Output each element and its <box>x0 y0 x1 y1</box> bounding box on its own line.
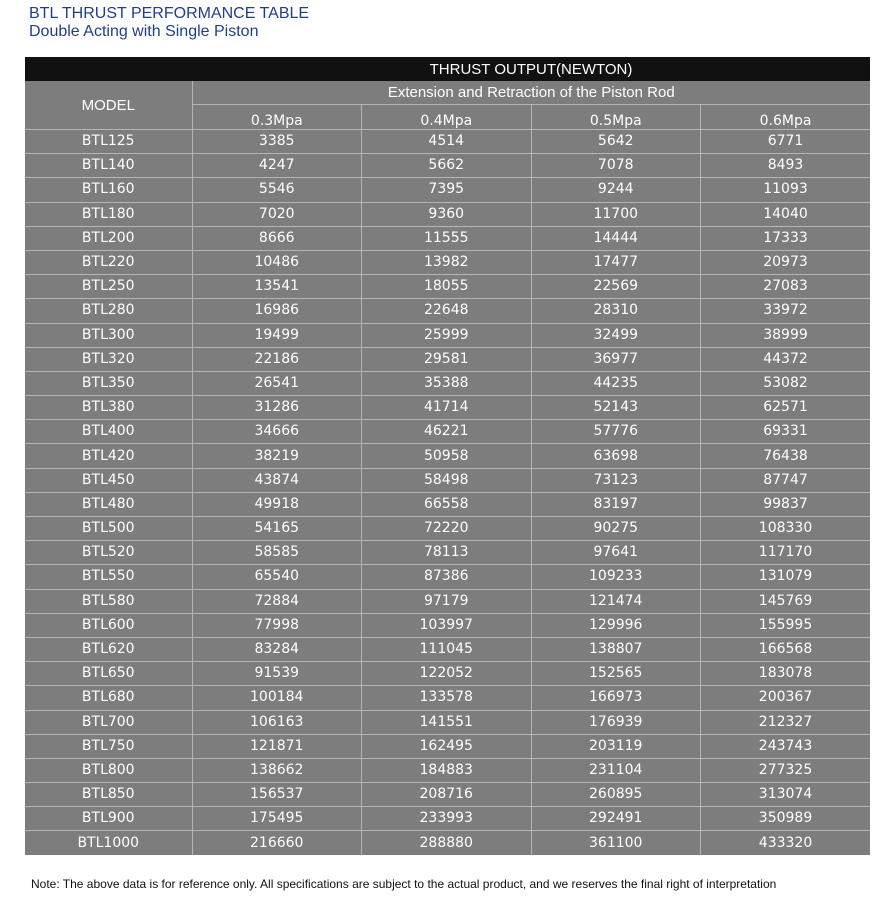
thrust-value-cell: 58498 <box>362 468 532 492</box>
thrust-value-cell: 233993 <box>362 807 532 831</box>
thrust-value-cell: 57776 <box>531 420 701 444</box>
thrust-value-cell: 13541 <box>192 275 362 299</box>
thrust-value-cell: 36977 <box>531 347 701 371</box>
model-cell: BTL300 <box>25 323 192 347</box>
model-cell: BTL800 <box>25 758 192 782</box>
thrust-value-cell: 231104 <box>531 758 701 782</box>
thrust-table-container <box>25 57 870 855</box>
thrust-value-cell: 5662 <box>362 154 532 178</box>
thrust-value-cell: 46221 <box>362 420 532 444</box>
table-row <box>25 396 870 420</box>
thrust-value-cell: 53082 <box>701 371 871 395</box>
model-cell: BTL220 <box>25 250 192 274</box>
thrust-value-cell: 17477 <box>531 250 701 274</box>
thrust-value-cell: 166973 <box>531 686 701 710</box>
table-row <box>25 420 870 444</box>
thrust-value-cell: 350989 <box>701 807 871 831</box>
model-cell: BTL350 <box>25 371 192 395</box>
thrust-value-cell: 97641 <box>531 541 701 565</box>
thrust-value-cell: 131079 <box>701 565 871 589</box>
model-cell: BTL680 <box>25 686 192 710</box>
model-cell: BTL450 <box>25 468 192 492</box>
model-cell: BTL850 <box>25 783 192 807</box>
pressure-column-header: 0.3Mpa <box>192 105 362 130</box>
thrust-value-cell: 4514 <box>362 130 532 154</box>
thrust-value-cell: 10486 <box>192 250 362 274</box>
table-row <box>25 299 870 323</box>
table-body <box>25 130 870 855</box>
table-row <box>25 565 870 589</box>
thrust-value-cell: 50958 <box>362 444 532 468</box>
model-cell: BTL180 <box>25 202 192 226</box>
table-band-row <box>25 57 870 81</box>
table-row <box>25 202 870 226</box>
thrust-value-cell: 35388 <box>362 371 532 395</box>
pressure-column-header: 0.4Mpa <box>362 105 532 130</box>
thrust-output-heading: THRUST OUTPUT(NEWTON) <box>192 57 870 81</box>
thrust-value-cell: 44235 <box>531 371 701 395</box>
thrust-value-cell: 433320 <box>758 834 813 851</box>
footer-note: Note: The above data is for reference only. All specifications are subject to the actual product, and we reserves the final right of interpretation <box>31 877 777 891</box>
pressure-column-header: 0.5Mpa <box>531 105 701 130</box>
table-row <box>25 686 870 710</box>
thrust-value-cell: 11555 <box>362 226 532 250</box>
thrust-value-cell: 27083 <box>701 275 871 299</box>
model-cell: BTL250 <box>25 275 192 299</box>
thrust-value-cell: 156537 <box>192 783 362 807</box>
thrust-value-cell: 26541 <box>192 371 362 395</box>
thrust-value-cell: 212327 <box>701 710 871 734</box>
model-column-header: MODEL <box>25 81 192 130</box>
thrust-value-cell: 106163 <box>192 710 362 734</box>
thrust-value-cell: 138662 <box>192 758 362 782</box>
model-cell: BTL520 <box>25 541 192 565</box>
thrust-value-cell: 129996 <box>531 613 701 637</box>
thrust-value-cell: 9244 <box>531 178 701 202</box>
thrust-value-cell: 33972 <box>701 299 871 323</box>
model-cell: BTL600 <box>25 613 192 637</box>
table-row <box>25 371 870 395</box>
thrust-value-cell: 176939 <box>531 710 701 734</box>
table-row <box>25 226 870 250</box>
thrust-value-cell: 20973 <box>701 250 871 274</box>
table-row <box>25 323 870 347</box>
thrust-value-cell: 38219 <box>192 444 362 468</box>
thrust-value-cell: 44372 <box>701 347 871 371</box>
thrust-value-cell: 19499 <box>192 323 362 347</box>
thrust-value-cell: 22648 <box>362 299 532 323</box>
table-group-row <box>25 81 870 105</box>
model-cell: BTL500 <box>25 517 192 541</box>
model-cell: BTL280 <box>25 299 192 323</box>
thrust-value-cell: 87386 <box>362 565 532 589</box>
thrust-value-cell: 78113 <box>362 541 532 565</box>
thrust-value-cell: 292491 <box>531 807 701 831</box>
thrust-value-cell: 5642 <box>531 130 701 154</box>
thrust-value-cell: 87747 <box>701 468 871 492</box>
thrust-value-cell: 28310 <box>531 299 701 323</box>
table-row <box>25 347 870 371</box>
model-cell: BTL700 <box>25 710 192 734</box>
thrust-value-cell: 361100 <box>531 831 701 855</box>
thrust-value-cell: 184883 <box>362 758 532 782</box>
thrust-value-cell: 22569 <box>531 275 701 299</box>
thrust-value-cell: 29581 <box>362 347 532 371</box>
thrust-value-cell: 22186 <box>192 347 362 371</box>
thrust-value-cell: 208716 <box>362 783 532 807</box>
table-row <box>25 758 870 782</box>
thrust-value-cell: 13982 <box>362 250 532 274</box>
model-cell: BTL380 <box>25 396 192 420</box>
thrust-value-cell: 152565 <box>531 662 701 686</box>
page-subtitle: Double Acting with Single Piston <box>29 23 259 40</box>
thrust-value-cell: 14444 <box>531 226 701 250</box>
table-row <box>25 662 870 686</box>
thrust-value-cell: 200367 <box>701 686 871 710</box>
table-row <box>25 275 870 299</box>
model-cell: BTL550 <box>25 565 192 589</box>
model-cell: BTL480 <box>25 492 192 516</box>
table-row <box>25 517 870 541</box>
thrust-value-cell: 277325 <box>701 758 871 782</box>
thrust-value-cell: 69331 <box>701 420 871 444</box>
thrust-value-cell: 203119 <box>531 734 701 758</box>
thrust-value-cell: 8493 <box>701 154 871 178</box>
thrust-value-cell: 7020 <box>192 202 362 226</box>
thrust-value-cell: 72220 <box>362 517 532 541</box>
thrust-value-cell: 313074 <box>701 783 871 807</box>
table-row <box>25 154 870 178</box>
thrust-value-cell: 100184 <box>192 686 362 710</box>
thrust-value-cell: 175495 <box>192 807 362 831</box>
thrust-value-cell: 77998 <box>192 613 362 637</box>
model-cell: BTL200 <box>25 226 192 250</box>
thrust-value-cell: 52143 <box>531 396 701 420</box>
thrust-value-cell: 34666 <box>192 420 362 444</box>
thrust-value-cell: 91539 <box>192 662 362 686</box>
thrust-value-cell: 183078 <box>701 662 871 686</box>
thrust-value-cell: 162495 <box>362 734 532 758</box>
table-row <box>25 831 870 855</box>
thrust-value-cell: 62571 <box>701 396 871 420</box>
thrust-value-cell: 11093 <box>701 178 871 202</box>
thrust-value-cell: 83284 <box>192 637 362 661</box>
thrust-value-cell: 38999 <box>701 323 871 347</box>
thrust-value-cell: 111045 <box>362 637 532 661</box>
thrust-value-cell: 166568 <box>701 637 871 661</box>
model-cell: BTL1000 <box>25 831 192 855</box>
thrust-value-cell: 7395 <box>362 178 532 202</box>
thrust-value-cell: 11700 <box>531 202 701 226</box>
thrust-value-cell: 117170 <box>701 541 871 565</box>
thrust-value-cell: 63698 <box>531 444 701 468</box>
thrust-value-cell: 49918 <box>192 492 362 516</box>
table-row <box>25 637 870 661</box>
table-row <box>25 807 870 831</box>
thrust-value-cell: 32499 <box>531 323 701 347</box>
thrust-value-cell: 18055 <box>362 275 532 299</box>
table-row <box>25 734 870 758</box>
model-cell: BTL140 <box>25 154 192 178</box>
thrust-value-cell: 25999 <box>362 323 532 347</box>
thrust-value-cell: 31286 <box>192 396 362 420</box>
model-cell: BTL580 <box>25 589 192 613</box>
thrust-value-cell: 97179 <box>362 589 532 613</box>
thrust-performance-table <box>25 57 870 855</box>
thrust-value-cell: 109233 <box>531 565 701 589</box>
model-cell: BTL650 <box>25 662 192 686</box>
thrust-value-cell: 76438 <box>701 444 871 468</box>
pressure-column-header: 0.6Mpa <box>701 105 871 130</box>
thrust-value-cell: 17333 <box>701 226 871 250</box>
thrust-value-cell: 16986 <box>192 299 362 323</box>
table-row <box>25 541 870 565</box>
thrust-value-cell: 43874 <box>192 468 362 492</box>
table-row <box>25 492 870 516</box>
thrust-value-cell: 138807 <box>531 637 701 661</box>
thrust-value-cell: 243743 <box>701 734 871 758</box>
table-row <box>25 178 870 202</box>
model-cell: BTL320 <box>25 347 192 371</box>
thrust-value-cell: 14040 <box>701 202 871 226</box>
thrust-value-cell: 5546 <box>192 178 362 202</box>
thrust-value-cell: 3385 <box>192 130 362 154</box>
thrust-value-cell: 99837 <box>701 492 871 516</box>
thrust-value-cell: 121871 <box>192 734 362 758</box>
thrust-value-cell: 288880 <box>362 831 532 855</box>
model-cell: BTL420 <box>25 444 192 468</box>
table-row <box>25 613 870 637</box>
thrust-value-cell: 216660 <box>192 831 362 855</box>
model-cell: BTL900 <box>25 807 192 831</box>
thrust-value-cell: 73123 <box>531 468 701 492</box>
model-cell: BTL160 <box>25 178 192 202</box>
thrust-value-cell: 83197 <box>531 492 701 516</box>
model-cell: BTL400 <box>25 420 192 444</box>
model-cell: BTL125 <box>25 130 192 154</box>
table-row <box>25 130 870 154</box>
thrust-value-cell: 72884 <box>192 589 362 613</box>
thrust-value-cell: 122052 <box>362 662 532 686</box>
thrust-value-cell: 7078 <box>531 154 701 178</box>
thrust-value-cell: 121474 <box>531 589 701 613</box>
model-cell: BTL620 <box>25 637 192 661</box>
thrust-value-cell: 155995 <box>701 613 871 637</box>
thrust-value-cell: 8666 <box>192 226 362 250</box>
table-row <box>25 710 870 734</box>
table-row <box>25 250 870 274</box>
thrust-value-cell: 9360 <box>362 202 532 226</box>
page-title: BTL THRUST PERFORMANCE TABLE <box>29 5 310 22</box>
thrust-value-cell: 65540 <box>192 565 362 589</box>
thrust-value-cell: 66558 <box>362 492 532 516</box>
table-row <box>25 468 870 492</box>
thrust-value-cell: 4247 <box>192 154 362 178</box>
table-row <box>25 783 870 807</box>
thrust-value-cell: 6771 <box>701 130 871 154</box>
thrust-value-cell: 108330 <box>701 517 871 541</box>
piston-rod-group-header: Extension and Retraction of the Piston Rod <box>192 81 870 105</box>
thrust-value-cell: 54165 <box>192 517 362 541</box>
thrust-value-cell: 141551 <box>362 710 532 734</box>
table-row <box>25 444 870 468</box>
thrust-value-cell: 58585 <box>192 541 362 565</box>
thrust-value-cell: 90275 <box>531 517 701 541</box>
table-row <box>25 589 870 613</box>
thrust-value-cell: 103997 <box>362 613 532 637</box>
thrust-value-cell: 145769 <box>701 589 871 613</box>
thrust-value-cell: 260895 <box>531 783 701 807</box>
thrust-value-cell: 133578 <box>362 686 532 710</box>
model-cell: BTL750 <box>25 734 192 758</box>
thrust-value-cell: 41714 <box>362 396 532 420</box>
